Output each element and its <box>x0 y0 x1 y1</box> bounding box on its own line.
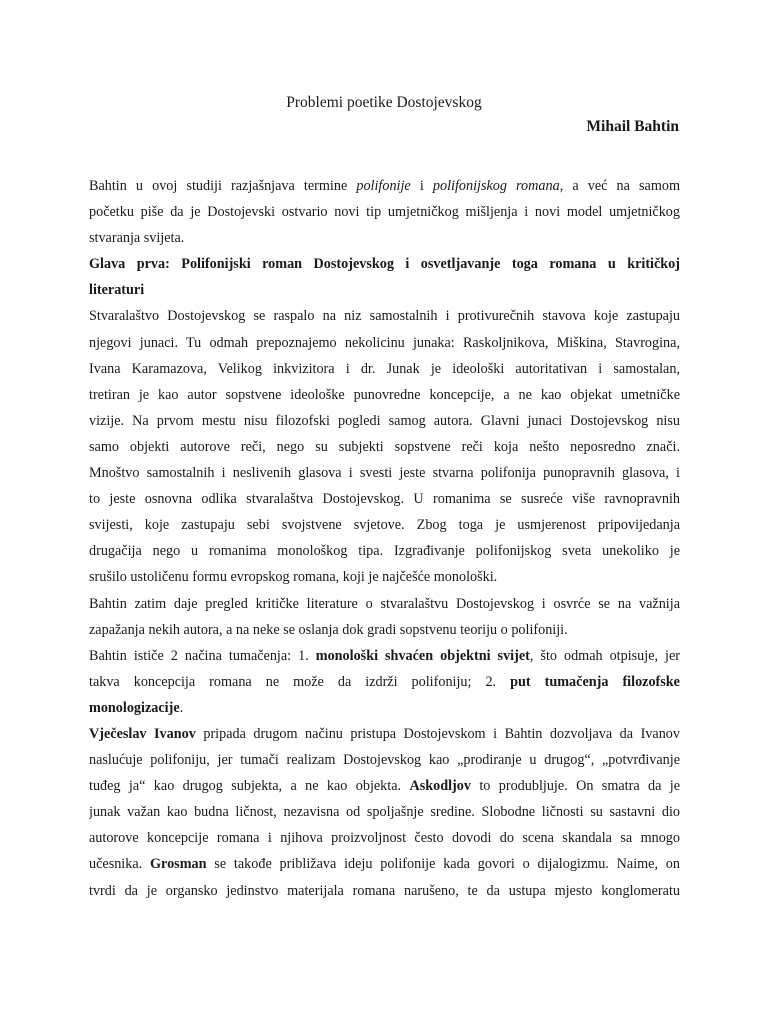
bold-text: put tumačenja filozofske <box>510 673 680 690</box>
text-run: to produbljuje. On smatra da je <box>470 778 680 795</box>
text-run: drugačija nego u romanima monološkog tipa. Izgrađivanje polifonijskog sveta unekoliko je <box>89 543 680 560</box>
text-run: autorove koncepcije romana i njihova proizvoljnost često dovodi do scena skandala sa mnogo <box>89 830 680 847</box>
text-run: , a već na samom <box>559 178 680 194</box>
text-line <box>89 225 680 251</box>
text-line <box>89 303 680 329</box>
text-run: se takođe približava ideju polifonije kada govori o dijalogizmu. Naime, on <box>206 856 680 873</box>
text-run: Stvaralaštvo Dostojevskog se raspalo na niz samostalnih i protivurečnih stavova koje zastupaju <box>89 308 680 325</box>
text-line <box>89 721 680 747</box>
text-line <box>89 512 680 538</box>
text-run: naslućuje polifoniju, jer tumači realizam Dostojevskog kao „prodiranje u drugog“, „potvrđivanje <box>89 752 680 769</box>
text-run: zapažanja nekih autora, a na neke se oslanja dok gradi sopstvenu teoriju o polifoniji. <box>89 621 568 638</box>
bold-text: Askodljov <box>409 778 471 795</box>
text-line <box>89 669 680 695</box>
text-line <box>89 773 680 799</box>
text-run: Mnoštvo samostalnih i neslivenih glasova i svesti jeste stvarna polifonija punopravnih glasova, i <box>89 465 680 482</box>
italic-text: polifonijskog romana <box>432 178 560 194</box>
text-run: to jeste osnovna odlika stvaralaštva Dostojevskog. U romanima se susreće više ravnopravnih <box>89 491 680 508</box>
bold-text: literaturi <box>89 282 145 299</box>
text-run: tretiran je kao autor sopstvene ideološke punovredne koncepcije, a ne kao objekat umetničke <box>89 386 680 403</box>
text-run: i <box>410 178 433 194</box>
text-line <box>89 747 680 773</box>
text-line <box>89 564 680 590</box>
text-run: vizije. Na prvom mestu nisu filozofski pogledi samog autora. Glavni junaci Dostojevskog nisu <box>89 412 680 429</box>
text-run: početku piše da je Dostojevski ostvario novi tip umjetničkog mišljenja i novi model umjetničkog <box>89 204 680 221</box>
text-line <box>89 878 680 904</box>
text-line <box>89 825 680 851</box>
text-line <box>89 330 680 356</box>
text-line <box>89 251 680 277</box>
text-run: . <box>179 699 184 716</box>
bold-text: Grosman <box>150 856 207 873</box>
text-line <box>89 199 680 225</box>
text-line <box>89 799 680 825</box>
text-run: Bahtin zatim daje pregled kritičke literature o stvaralaštvu Dostojevskog i osvrće se na važnija <box>89 595 680 612</box>
bold-text: monologizacije <box>89 699 180 716</box>
bold-text: Vječeslav Ivanov <box>89 725 196 742</box>
text-run: Bahtin u ovoj studiji razjašnjava termine <box>89 178 357 194</box>
text-run: Ivana Karamazova, Velikog inkvizitora i dr. Junak je ideološki autoritativan i samostalan, <box>89 360 680 377</box>
text-line <box>89 434 680 460</box>
text-run: tvrdi da je organsko jedinstvo materijala romana narušeno, te da ustupa mjesto konglomeratu <box>89 882 680 899</box>
text-run: stvaranja svijeta. <box>89 230 185 247</box>
text-line <box>89 382 680 408</box>
text-line <box>89 460 680 486</box>
text-run: pripada drugom načinu pristupa Dostojevskom i Bahtin dozvoljava da Ivanov <box>195 725 680 742</box>
bold-text: Glava prva: Polifonijski roman Dostojevskog i osvetljavanje toga romana u kritičkoj <box>89 256 680 273</box>
text-run: samo objekti autorove reči, nego su subjekti sopstvene reči koja nešto neposredno znači. <box>89 438 680 455</box>
text-run: učesnika. <box>89 856 150 873</box>
text-line <box>89 356 680 382</box>
text-run: , što odmah otpisuje, jer <box>529 647 680 664</box>
text-run: takva koncepcija romana ne može da izdrži polifoniju; 2. <box>89 673 511 690</box>
text-line <box>89 617 680 643</box>
text-run: srušilo ustoličenu formu evropskog romana, koji je najčešće monološki. <box>89 569 498 586</box>
text-run: njegovi junaci. Tu odmah prepoznajemo nekolicinu junaka: Raskoljnikova, Miškina, Stavrogina, <box>89 334 680 351</box>
text-line <box>89 851 680 877</box>
text-line <box>89 538 680 564</box>
bold-text: monološki shvaćen objektni svijet <box>315 647 530 664</box>
text-line <box>89 173 680 199</box>
text-line <box>89 695 680 721</box>
document-title: Problemi poetike Dostojevskog <box>286 94 482 111</box>
text-line <box>89 277 680 303</box>
text-line <box>89 486 680 512</box>
text-line <box>89 643 680 669</box>
text-run: svijesti, koje zastupaju sebi svojstvene svjetove. Zbog toga je usmjerenost pripovijedanja <box>89 517 680 534</box>
text-line <box>89 408 680 434</box>
text-run: Bahtin ističe 2 načina tumačenja: 1. <box>89 647 316 664</box>
text-run: tuđeg ja“ kao drugog subjekta, a ne kao objekta. <box>89 778 410 795</box>
document-body <box>89 173 680 904</box>
italic-text: polifonije <box>356 178 411 194</box>
document-author: Mihail Bahtin <box>586 118 679 135</box>
text-line <box>89 591 680 617</box>
text-run: junak važan kao budna ličnost, nezavisna od spoljašnje sredine. Slobodne ličnosti su sastavni dio <box>89 804 680 821</box>
